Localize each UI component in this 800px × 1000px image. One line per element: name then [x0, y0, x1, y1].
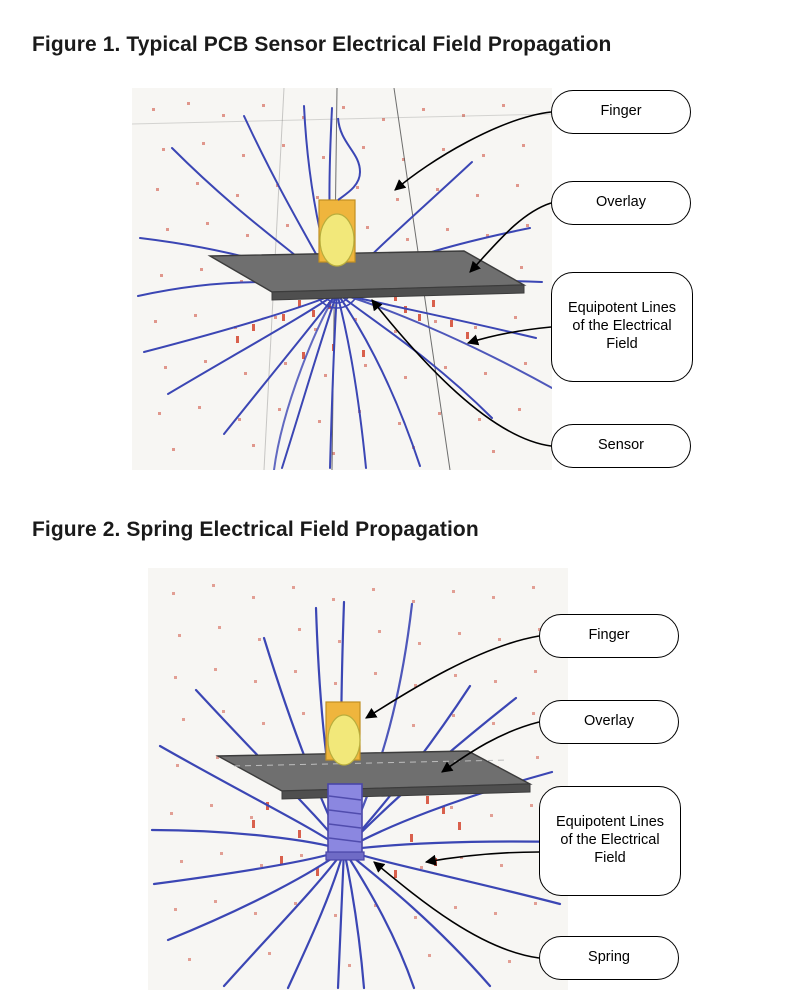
- callout-finger-figure-2: Finger: [539, 614, 679, 658]
- figure-1-field-plot: [132, 88, 552, 470]
- callout-sensor-figure-1: Sensor: [551, 424, 691, 468]
- callout-equipotential-lines-figure-1: Equipotent Lines of the Electrical Field: [551, 272, 693, 382]
- figure-1-title: Figure 1. Typical PCB Sensor Electrical Field Propagation: [32, 33, 612, 56]
- figure-2-title: Figure 2. Spring Electrical Field Propagation: [32, 518, 479, 541]
- figure-2-image: [148, 568, 568, 990]
- callout-overlay-figure-2: Overlay: [539, 700, 679, 744]
- spring-block: [328, 784, 362, 856]
- finger-shape-2: [328, 715, 360, 765]
- finger-shape: [320, 214, 354, 266]
- callout-spring-figure-2: Spring: [539, 936, 679, 980]
- figure-2-field-plot: [148, 568, 568, 990]
- callout-finger-figure-1: Finger: [551, 90, 691, 134]
- callout-overlay-figure-1: Overlay: [551, 181, 691, 225]
- figure-1-image: [132, 88, 552, 470]
- callout-equipotential-lines-figure-2: Equipotent Lines of the Electrical Field: [539, 786, 681, 896]
